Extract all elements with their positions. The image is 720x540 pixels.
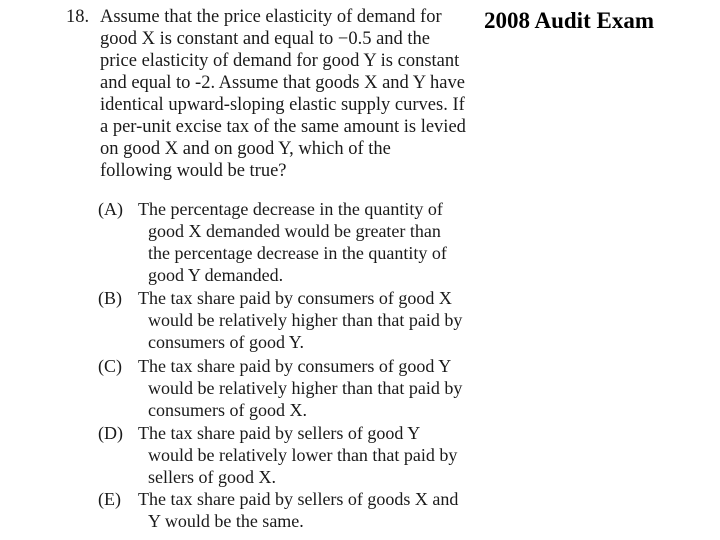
question-line: identical upward-sloping elastic supply curves. If (100, 95, 465, 115)
option-letter: (E) (98, 489, 121, 509)
question-line: Assume that the price elasticity of demand for (100, 7, 442, 27)
option-line: sellers of good X. (148, 467, 276, 487)
option-letter: (D) (98, 423, 123, 443)
option-line: good Y demanded. (148, 265, 284, 285)
option-letter: (C) (98, 356, 122, 376)
option-line: the percentage decrease in the quantity of (148, 243, 447, 263)
page-title: 2008 Audit Exam (484, 8, 654, 33)
option-letter: (B) (98, 288, 122, 308)
option-line: The tax share paid by sellers of goods X and (138, 489, 459, 509)
option-line: The percentage decrease in the quantity of (138, 199, 443, 219)
question-line: on good X and on good Y, which of the (100, 139, 391, 159)
option-line: would be relatively lower than that paid by (148, 445, 458, 465)
option-line: consumers of good X. (148, 400, 307, 420)
option-line: would be relatively higher than that paid by (148, 378, 463, 398)
option-line: would be relatively higher than that paid by (148, 310, 463, 330)
question-line: good X is constant and equal to −0.5 and the (100, 29, 431, 49)
question-line: a per-unit excise tax of the same amount is levied (100, 117, 466, 137)
question-line: following would be true? (100, 161, 287, 181)
question-number: 18. (66, 7, 90, 27)
question-line: and equal to -2. Assume that goods X and Y have (100, 73, 465, 93)
option-line: The tax share paid by consumers of good Y (138, 356, 452, 376)
option-line: The tax share paid by consumers of good X (138, 288, 452, 308)
option-line: The tax share paid by sellers of good Y (138, 423, 421, 443)
option-line: consumers of good Y. (148, 332, 304, 352)
option-line: Y would be the same. (148, 511, 304, 531)
option-letter: (A) (98, 199, 123, 219)
question-line: price elasticity of demand for good Y is constant (100, 51, 460, 71)
option-line: good X demanded would be greater than (148, 221, 441, 241)
